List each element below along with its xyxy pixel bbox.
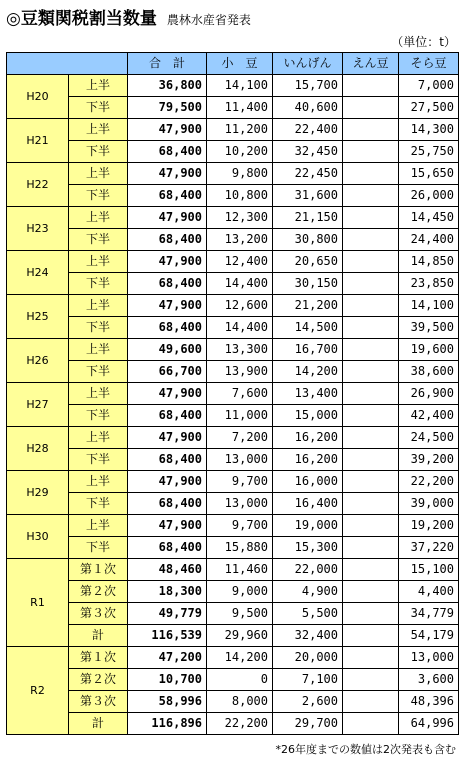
soramame-cell: 39,500 <box>399 317 459 339</box>
title-row <box>6 4 251 28</box>
year-cell: H23 <box>7 207 69 251</box>
soramame-cell: 42,400 <box>399 405 459 427</box>
period-cell: 下半 <box>69 273 128 295</box>
soramame-cell: 7,000 <box>399 75 459 97</box>
soramame-cell: 48,396 <box>399 691 459 713</box>
soramame-cell: 24,500 <box>399 427 459 449</box>
header-blank <box>7 53 128 75</box>
azuki-cell: 12,600 <box>207 295 273 317</box>
endou-cell <box>343 251 399 273</box>
ingen-cell: 21,200 <box>273 295 343 317</box>
period-cell: 下半 <box>69 449 128 471</box>
endou-cell <box>343 427 399 449</box>
soramame-cell: 25,750 <box>399 141 459 163</box>
ingen-cell: 2,600 <box>273 691 343 713</box>
period-cell: 上半 <box>69 515 128 537</box>
endou-cell <box>343 141 399 163</box>
soramame-cell: 26,000 <box>399 185 459 207</box>
period-cell: 第１次 <box>69 559 128 581</box>
azuki-cell: 14,400 <box>207 317 273 339</box>
period-cell: 下半 <box>69 229 128 251</box>
azuki-cell: 22,200 <box>207 713 273 735</box>
header-total: 合 計 <box>128 53 207 75</box>
period-cell: 下半 <box>69 405 128 427</box>
azuki-cell: 15,880 <box>207 537 273 559</box>
soramame-cell: 13,000 <box>399 647 459 669</box>
endou-cell <box>343 647 399 669</box>
endou-cell <box>343 471 399 493</box>
total-cell: 36,800 <box>128 75 207 97</box>
total-cell: 47,900 <box>128 207 207 229</box>
source-label: 農林水産省発表 <box>166 13 251 27</box>
ingen-cell: 15,000 <box>273 405 343 427</box>
azuki-cell: 9,000 <box>207 581 273 603</box>
table-row <box>7 163 459 185</box>
total-cell: 68,400 <box>128 449 207 471</box>
total-cell: 68,400 <box>128 405 207 427</box>
ingen-cell: 20,000 <box>273 647 343 669</box>
ingen-cell: 30,800 <box>273 229 343 251</box>
ingen-cell: 14,200 <box>273 361 343 383</box>
table-row <box>7 603 459 625</box>
period-cell: 第１次 <box>69 647 128 669</box>
endou-cell <box>343 603 399 625</box>
ingen-cell: 32,400 <box>273 625 343 647</box>
ingen-cell: 22,000 <box>273 559 343 581</box>
total-cell: 47,900 <box>128 383 207 405</box>
endou-cell <box>343 185 399 207</box>
period-cell: 下半 <box>69 493 128 515</box>
table-row <box>7 515 459 537</box>
table-row <box>7 713 459 735</box>
total-cell: 68,400 <box>128 537 207 559</box>
table-row <box>7 383 459 405</box>
table-row <box>7 75 459 97</box>
year-cell: R2 <box>7 647 69 735</box>
endou-cell <box>343 625 399 647</box>
period-cell: 第３次 <box>69 603 128 625</box>
header-row <box>7 53 459 75</box>
ingen-cell: 16,200 <box>273 427 343 449</box>
endou-cell <box>343 493 399 515</box>
azuki-cell: 9,700 <box>207 471 273 493</box>
total-cell: 18,300 <box>128 581 207 603</box>
ingen-cell: 5,500 <box>273 603 343 625</box>
year-cell: H29 <box>7 471 69 515</box>
endou-cell <box>343 75 399 97</box>
ingen-cell: 32,450 <box>273 141 343 163</box>
table-row <box>7 251 459 273</box>
total-cell: 49,779 <box>128 603 207 625</box>
azuki-cell: 9,800 <box>207 163 273 185</box>
soramame-cell: 64,996 <box>399 713 459 735</box>
header-ingen: いんげん <box>273 53 343 75</box>
period-cell: 上半 <box>69 383 128 405</box>
ingen-cell: 15,300 <box>273 537 343 559</box>
endou-cell <box>343 361 399 383</box>
table-row <box>7 273 459 295</box>
ingen-cell: 30,150 <box>273 273 343 295</box>
period-cell: 第２次 <box>69 581 128 603</box>
ingen-cell: 16,000 <box>273 471 343 493</box>
table-body <box>7 75 459 735</box>
total-cell: 116,539 <box>128 625 207 647</box>
endou-cell <box>343 339 399 361</box>
total-cell: 48,460 <box>128 559 207 581</box>
period-cell: 第２次 <box>69 669 128 691</box>
azuki-cell: 14,200 <box>207 647 273 669</box>
quota-table <box>6 52 459 735</box>
total-cell: 116,896 <box>128 713 207 735</box>
azuki-cell: 9,500 <box>207 603 273 625</box>
ingen-cell: 4,900 <box>273 581 343 603</box>
year-cell: H24 <box>7 251 69 295</box>
period-cell: 下半 <box>69 141 128 163</box>
ingen-cell: 14,500 <box>273 317 343 339</box>
table-row <box>7 493 459 515</box>
azuki-cell: 0 <box>207 669 273 691</box>
ingen-cell: 20,650 <box>273 251 343 273</box>
table-row <box>7 119 459 141</box>
year-cell: R1 <box>7 559 69 647</box>
soramame-cell: 26,900 <box>399 383 459 405</box>
table-row <box>7 207 459 229</box>
period-cell: 上半 <box>69 75 128 97</box>
period-cell: 上半 <box>69 163 128 185</box>
period-cell: 計 <box>69 625 128 647</box>
period-cell: 計 <box>69 713 128 735</box>
azuki-cell: 12,300 <box>207 207 273 229</box>
endou-cell <box>343 295 399 317</box>
endou-cell <box>343 691 399 713</box>
period-cell: 下半 <box>69 361 128 383</box>
soramame-cell: 15,650 <box>399 163 459 185</box>
total-cell: 47,900 <box>128 427 207 449</box>
soramame-cell: 14,300 <box>399 119 459 141</box>
period-cell: 下半 <box>69 185 128 207</box>
ingen-cell: 22,450 <box>273 163 343 185</box>
soramame-cell: 38,600 <box>399 361 459 383</box>
soramame-cell: 19,600 <box>399 339 459 361</box>
azuki-cell: 14,100 <box>207 75 273 97</box>
endou-cell <box>343 229 399 251</box>
total-cell: 79,500 <box>128 97 207 119</box>
azuki-cell: 13,300 <box>207 339 273 361</box>
year-cell: H21 <box>7 119 69 163</box>
endou-cell <box>343 581 399 603</box>
table-row <box>7 317 459 339</box>
azuki-cell: 8,000 <box>207 691 273 713</box>
table-row <box>7 427 459 449</box>
total-cell: 68,400 <box>128 141 207 163</box>
soramame-cell: 14,100 <box>399 295 459 317</box>
period-cell: 上半 <box>69 251 128 273</box>
total-cell: 58,996 <box>128 691 207 713</box>
soramame-cell: 14,850 <box>399 251 459 273</box>
table-row <box>7 625 459 647</box>
endou-cell <box>343 119 399 141</box>
table-row <box>7 339 459 361</box>
table-row <box>7 97 459 119</box>
total-cell: 66,700 <box>128 361 207 383</box>
total-cell: 68,400 <box>128 229 207 251</box>
table-row <box>7 647 459 669</box>
soramame-cell: 15,100 <box>399 559 459 581</box>
year-cell: H27 <box>7 383 69 427</box>
azuki-cell: 13,000 <box>207 449 273 471</box>
ingen-cell: 15,700 <box>273 75 343 97</box>
azuki-cell: 10,800 <box>207 185 273 207</box>
table-row <box>7 229 459 251</box>
endou-cell <box>343 713 399 735</box>
total-cell: 47,200 <box>128 647 207 669</box>
soramame-cell: 54,179 <box>399 625 459 647</box>
total-cell: 47,900 <box>128 295 207 317</box>
table-row <box>7 669 459 691</box>
soramame-cell: 37,220 <box>399 537 459 559</box>
total-cell: 68,400 <box>128 493 207 515</box>
total-cell: 47,900 <box>128 119 207 141</box>
header-azuki: 小 豆 <box>207 53 273 75</box>
year-cell: H22 <box>7 163 69 207</box>
endou-cell <box>343 559 399 581</box>
table-row <box>7 185 459 207</box>
ingen-cell: 16,400 <box>273 493 343 515</box>
header-soramame: そら豆 <box>399 53 459 75</box>
endou-cell <box>343 383 399 405</box>
period-cell: 上半 <box>69 427 128 449</box>
azuki-cell: 13,900 <box>207 361 273 383</box>
ingen-cell: 29,700 <box>273 713 343 735</box>
endou-cell <box>343 405 399 427</box>
total-cell: 47,900 <box>128 251 207 273</box>
azuki-cell: 11,000 <box>207 405 273 427</box>
ingen-cell: 40,600 <box>273 97 343 119</box>
endou-cell <box>343 207 399 229</box>
year-cell: H30 <box>7 515 69 559</box>
endou-cell <box>343 97 399 119</box>
period-cell: 上半 <box>69 207 128 229</box>
table-row <box>7 361 459 383</box>
azuki-cell: 29,960 <box>207 625 273 647</box>
azuki-cell: 11,200 <box>207 119 273 141</box>
ingen-cell: 31,600 <box>273 185 343 207</box>
total-cell: 49,600 <box>128 339 207 361</box>
year-cell: H28 <box>7 427 69 471</box>
year-cell: H26 <box>7 339 69 383</box>
azuki-cell: 14,400 <box>207 273 273 295</box>
soramame-cell: 39,200 <box>399 449 459 471</box>
total-cell: 47,900 <box>128 163 207 185</box>
azuki-cell: 13,200 <box>207 229 273 251</box>
period-cell: 上半 <box>69 471 128 493</box>
table-row <box>7 691 459 713</box>
year-cell: H25 <box>7 295 69 339</box>
endou-cell <box>343 669 399 691</box>
period-cell: 上半 <box>69 119 128 141</box>
total-cell: 68,400 <box>128 185 207 207</box>
ingen-cell: 16,700 <box>273 339 343 361</box>
period-cell: 下半 <box>69 537 128 559</box>
ingen-cell: 13,400 <box>273 383 343 405</box>
header-endou: えん豆 <box>343 53 399 75</box>
azuki-cell: 9,700 <box>207 515 273 537</box>
azuki-cell: 11,400 <box>207 97 273 119</box>
soramame-cell: 19,200 <box>399 515 459 537</box>
period-cell: 上半 <box>69 339 128 361</box>
period-cell: 下半 <box>69 317 128 339</box>
ingen-cell: 16,200 <box>273 449 343 471</box>
total-cell: 68,400 <box>128 317 207 339</box>
soramame-cell: 39,000 <box>399 493 459 515</box>
period-cell: 下半 <box>69 97 128 119</box>
ingen-cell: 7,100 <box>273 669 343 691</box>
page-title: ◎豆類関税割当数量 <box>6 9 157 29</box>
ingen-cell: 19,000 <box>273 515 343 537</box>
total-cell: 10,700 <box>128 669 207 691</box>
total-cell: 47,900 <box>128 471 207 493</box>
table-row <box>7 405 459 427</box>
table-row <box>7 295 459 317</box>
table-row <box>7 537 459 559</box>
azuki-cell: 7,200 <box>207 427 273 449</box>
azuki-cell: 11,460 <box>207 559 273 581</box>
soramame-cell: 34,779 <box>399 603 459 625</box>
azuki-cell: 12,400 <box>207 251 273 273</box>
unit-label: （単位：t） <box>391 35 456 49</box>
azuki-cell: 7,600 <box>207 383 273 405</box>
soramame-cell: 24,400 <box>399 229 459 251</box>
year-cell: H20 <box>7 75 69 119</box>
endou-cell <box>343 515 399 537</box>
ingen-cell: 21,150 <box>273 207 343 229</box>
period-cell: 第３次 <box>69 691 128 713</box>
soramame-cell: 14,450 <box>399 207 459 229</box>
ingen-cell: 22,400 <box>273 119 343 141</box>
total-cell: 68,400 <box>128 273 207 295</box>
table-row <box>7 559 459 581</box>
footnote: *26年度までの数値は2次発表も含む <box>275 743 456 756</box>
soramame-cell: 3,600 <box>399 669 459 691</box>
azuki-cell: 13,000 <box>207 493 273 515</box>
period-cell: 上半 <box>69 295 128 317</box>
total-cell: 47,900 <box>128 515 207 537</box>
table-row <box>7 141 459 163</box>
endou-cell <box>343 163 399 185</box>
soramame-cell: 23,850 <box>399 273 459 295</box>
endou-cell <box>343 449 399 471</box>
soramame-cell: 22,200 <box>399 471 459 493</box>
endou-cell <box>343 317 399 339</box>
soramame-cell: 27,500 <box>399 97 459 119</box>
table-row <box>7 449 459 471</box>
endou-cell <box>343 273 399 295</box>
table-row <box>7 581 459 603</box>
soramame-cell: 4,400 <box>399 581 459 603</box>
endou-cell <box>343 537 399 559</box>
azuki-cell: 10,200 <box>207 141 273 163</box>
table-row <box>7 471 459 493</box>
